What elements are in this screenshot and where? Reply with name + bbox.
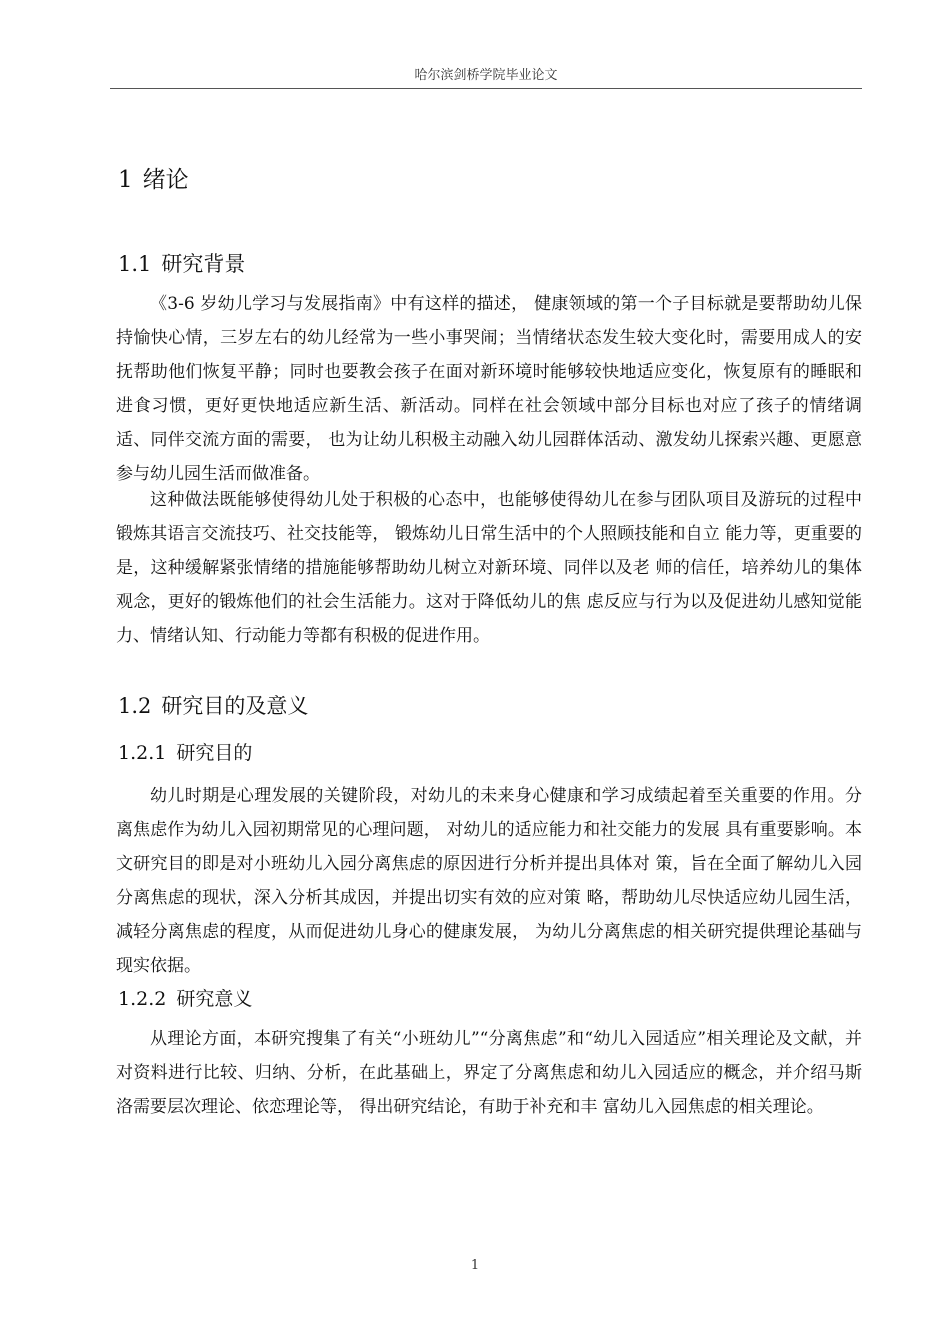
running-header: 哈尔滨剑桥学院毕业论文 <box>414 68 558 83</box>
section-number: 1.2 <box>118 694 152 718</box>
paragraph-background-2: 这种做法既能够使得幼儿处于积极的心态中，也能够使得幼儿在参与团队项目及游玩的过程中锻炼其语言交流技巧、社交技能等， 锻炼幼儿日常生活中的个人照顾技能和自立 能力等，更重要的是，这种缓解紧张情绪的措施能够帮助幼儿树立对新环境、同伴以及老 师的信任，培养幼儿的集体观念，更好的锻炼他们的社会生活能力。这对于降低幼儿的焦 虑反应与行为以及促进幼儿感知觉能力、情绪认知、行动能力等都有积极的促进作用。 <box>116 490 862 646</box>
paragraph-purpose: 幼儿时期是心理发展的关键阶段，对幼儿的未来身心健康和学习成绩起着至关重要的作用。分离焦虑作为幼儿入园初期常见的心理问题， 对幼儿的适应能力和社交能力的发展 具有重要影响。本文研究目的即是对小班幼儿入园分离焦虑的原因进行分析并提出具体对 策，旨在全面了解幼儿入园分离焦虑的现状，深入分析其成因，并提出切实有效的应对策 略，帮助幼儿尽快适应幼儿园生活，减轻分离焦虑的程度，从而促进幼儿身心的健康发展， 为幼儿分离焦虑的相关研究提供理论基础与现实依据。 <box>116 786 862 976</box>
subsection-number: 1.2.1 <box>118 742 167 764</box>
chapter-title: 绪论 <box>142 167 189 193</box>
section-heading-1-1 <box>118 250 245 278</box>
paragraph-background-1: 《3-6 岁幼儿学习与发展指南》中有这样的描述， 健康领域的第一个子目标就是要帮助幼儿保持愉快心情，三岁左右的幼儿经常为一些小事哭闹；当情绪状态发生较大变化时，需要用成人的安抚帮助他们恢复平静；同时也要教会孩子在面对新环境时能够较快地适应变化，恢复原有的睡眠和进食习惯，更好更快地适应新生活、新活动。同样在社会领域中部分目标也对应了孩子的情绪调适、同伴交流方面的需要， 也为让幼儿积极主动融入幼儿园群体活动、激发幼儿探索兴趣、更愿意参与幼儿园生活而做准备。 <box>116 294 862 484</box>
chapter-number: 1 <box>118 167 133 193</box>
header-divider <box>110 88 862 89</box>
subsection-title: 研究意义 <box>176 988 253 1010</box>
page-number: 1 <box>470 1258 480 1273</box>
section-title: 研究目的及意义 <box>161 694 309 718</box>
chapter-heading <box>118 165 189 195</box>
subsection-title: 研究目的 <box>176 742 253 764</box>
paragraph-significance: 从理论方面，本研究搜集了有关“小班幼儿”“分离焦虑”和“幼儿入园适应”相关理论及文献，并对资料进行比较、归纳、分析，在此基础上，界定了分离焦虑和幼儿入园适应的概念，并介绍马斯洛需要层次理论、依恋理论等， 得出研究结论，有助于补充和丰 富幼儿入园焦虑的相关理论。 <box>116 1029 862 1117</box>
subsection-number: 1.2.2 <box>118 988 167 1010</box>
subsection-heading-1-2-1 <box>118 740 252 766</box>
subsection-heading-1-2-2 <box>118 986 252 1012</box>
section-title: 研究背景 <box>161 252 246 276</box>
section-number: 1.1 <box>118 252 152 276</box>
section-heading-1-2 <box>118 692 308 720</box>
